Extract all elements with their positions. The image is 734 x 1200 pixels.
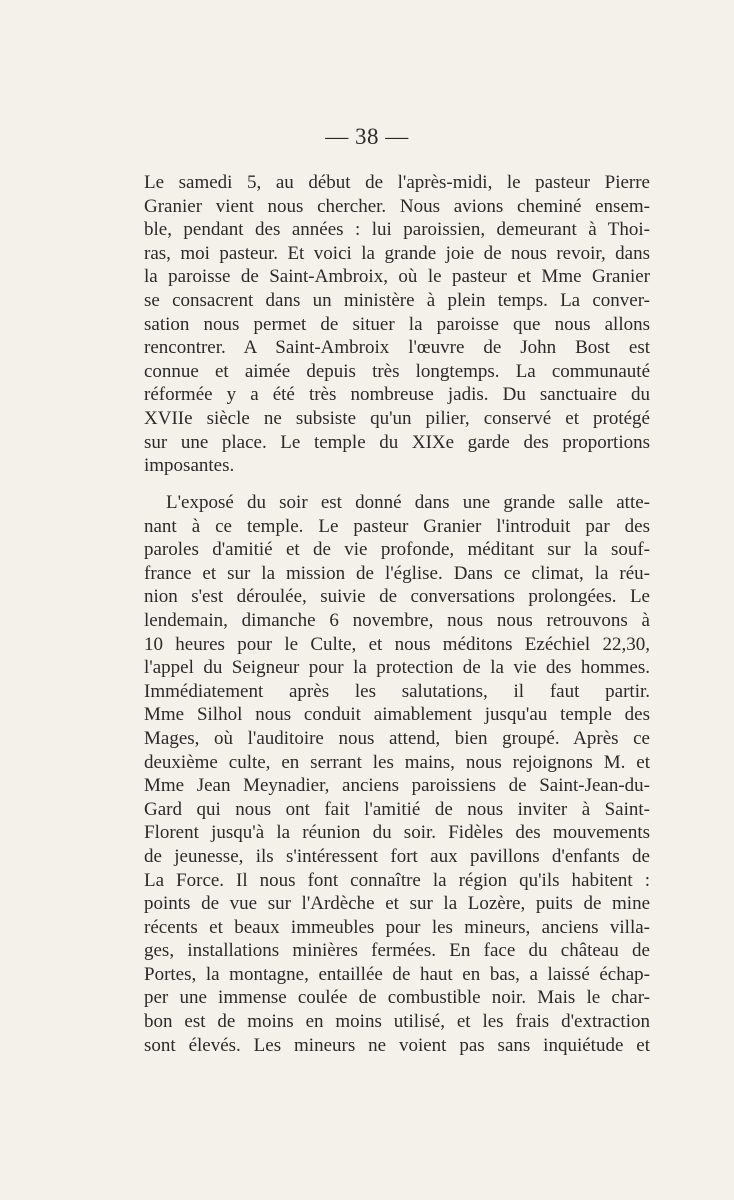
text-line: l'appel du Seigneur pour la protection de la vie des hommes. [144, 657, 650, 679]
text-line: se consacrent dans un ministère à plein temps. La conver- [144, 289, 650, 311]
text-line: réformée y a été très nombreuse jadis. Du sanctuaire du [144, 384, 650, 406]
text-line: Le samedi 5, au début de l'après-midi, le pasteur Pierre [144, 172, 650, 193]
text-line: deuxième culte, en serrant les mains, nous rejoignons M. et [144, 751, 650, 773]
paragraph-2 [144, 491, 650, 1057]
text-line: rencontrer. A Saint-Ambroix l'œuvre de John Bost est [144, 337, 650, 359]
text-line: XVIIe siècle ne subsiste qu'un pilier, conservé et protégé [144, 407, 650, 429]
text-line: Granier vient nous chercher. Nous avions cheminé ensem- [144, 195, 650, 217]
text-line: ges, installations minières fermées. En face du château de [144, 940, 650, 962]
text-line: La Force. Il nous font connaître la région qu'ils habitent : [144, 869, 650, 891]
text-line: imposantes. [144, 455, 235, 477]
text-line: per une immense coulée de combustible noir. Mais le char- [144, 987, 650, 1009]
text-line: récents et beaux immeubles pour les mineurs, anciens villa- [144, 916, 650, 938]
text-line: sur une place. Le temple du XIXe garde des proportions [144, 431, 650, 453]
text-line: connue et aimée depuis très longtemps. La communauté [144, 360, 650, 382]
text-line: sont élevés. Les mineurs ne voient pas sans inquiétude et [144, 1034, 650, 1056]
text-line: L'exposé du soir est donné dans une grande salle atte- [166, 492, 650, 513]
text-line: de jeunesse, ils s'intéressent fort aux pavillons d'enfants de [144, 845, 650, 867]
text-line: ras, moi pasteur. Et voici la grande joie de nous revoir, dans [144, 242, 650, 264]
text-line: nant à ce temple. Le pasteur Granier l'introduit par des [144, 515, 650, 537]
text-line: france et sur la mission de l'église. Dans ce climat, la réu- [144, 562, 650, 584]
text-line: points de vue sur l'Ardèche et sur la Lozère, puits de mine [144, 893, 650, 915]
text-line: ble, pendant des années : lui paroissien, demeurant à Thoi- [144, 219, 650, 241]
text-line: 10 heures pour le Culte, et nous méditons Ezéchiel 22,30, [144, 633, 650, 655]
page-number: — 38 — [325, 124, 409, 149]
paragraph-1 [144, 171, 650, 478]
text-line: Florent jusqu'à la réunion du soir. Fidèles des mouvements [144, 822, 650, 844]
text-line: paroles d'amitié et de vie profonde, méditant sur la souf- [144, 539, 650, 561]
text-line: lendemain, dimanche 6 novembre, nous nous retrouvons à [144, 609, 650, 631]
text-line: Mages, où l'auditoire nous attend, bien groupé. Après ce [144, 727, 650, 749]
text-line: Mme Jean Meynadier, anciens paroissiens de Saint-Jean-du- [144, 775, 650, 797]
text-line: Gard qui nous ont fait l'amitié de nous inviter à Saint- [144, 798, 650, 820]
text-line: bon est de moins en moins utilisé, et les frais d'extraction [144, 1011, 650, 1033]
text-line: nion s'est déroulée, suivie de conversations prolongées. Le [144, 586, 650, 608]
text-line: la paroisse de Saint-Ambroix, où le pasteur et Mme Granier [144, 266, 650, 288]
text-line: Immédiatement après les salutations, il faut partir. [144, 680, 650, 702]
text-line: Portes, la montagne, entaillée de haut en bas, a laissé échap- [144, 963, 650, 985]
text-line: Mme Silhol nous conduit aimablement jusqu'au temple des [144, 704, 650, 726]
text-line: sation nous permet de situer la paroisse que nous allons [144, 313, 650, 335]
